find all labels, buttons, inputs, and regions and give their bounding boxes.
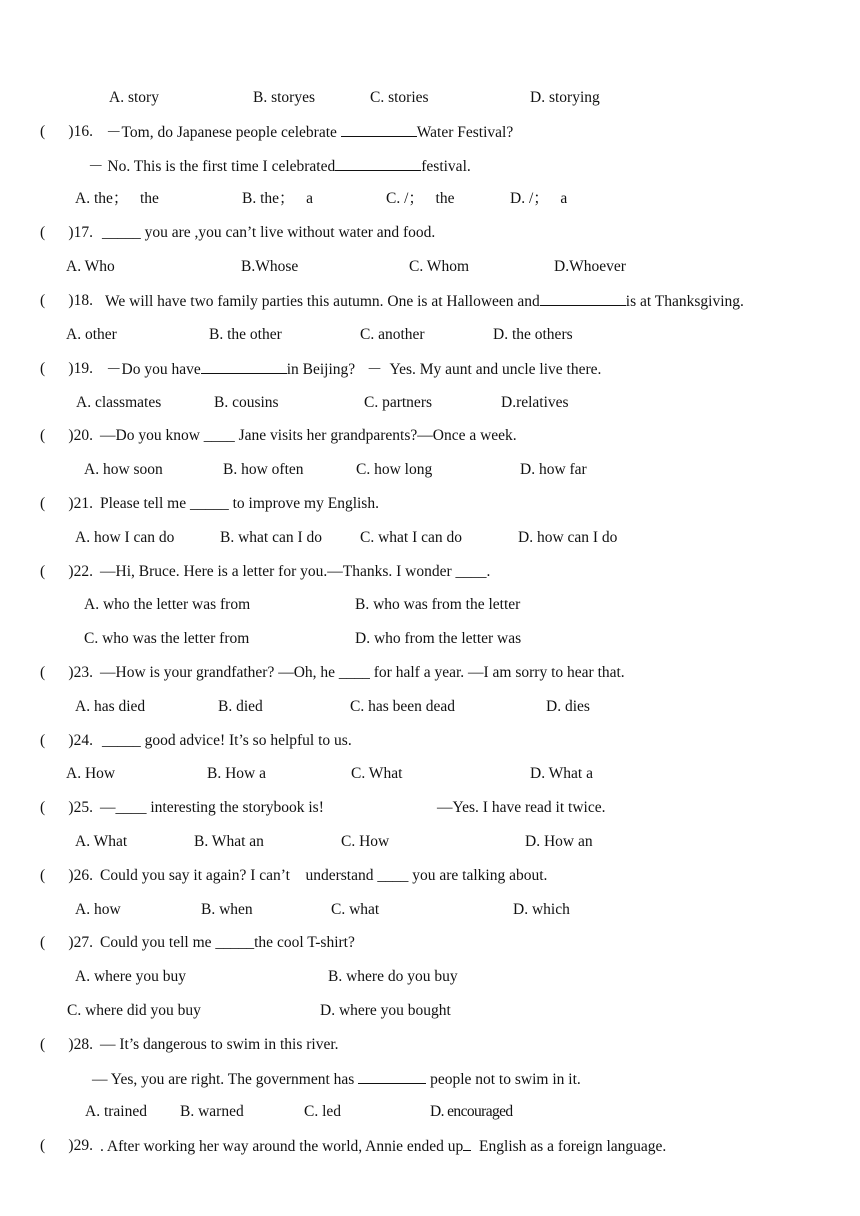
question-stem: We will have two family parties this autumn. One is at Halloween and is at Thanksgiving. <box>105 293 744 310</box>
option-a[interactable]: A. how soon <box>84 461 163 478</box>
question-number: ( )17. <box>40 224 93 241</box>
question-stem: －Tom, do Japanese people celebrate Water Festival? <box>106 124 514 141</box>
option-a[interactable]: A. other <box>66 326 117 343</box>
option-a[interactable]: A. the； the <box>75 190 159 207</box>
question-stem: Could you tell me _____the cool T-shirt? <box>100 934 355 951</box>
answer-blank[interactable] <box>358 1069 426 1084</box>
option-d[interactable]: D. where you bought <box>320 1002 451 1019</box>
option-d[interactable]: D. encouraged <box>430 1103 513 1120</box>
option-a[interactable]: A. trained <box>85 1103 147 1120</box>
question-number: ( )16. <box>40 123 93 140</box>
question-reply: —Yes. I have read it twice. <box>437 799 606 816</box>
question-stem: —How is your grandfather? —Oh, he ____ for half a year. —I am sorry to hear that. <box>100 664 625 681</box>
answer-blank[interactable] <box>201 359 287 374</box>
option-a[interactable]: A. How <box>66 765 116 782</box>
option-b[interactable]: B. how often <box>223 461 304 478</box>
option-c[interactable]: C. who was the letter from <box>84 630 250 647</box>
question-stem: _____ good advice! It’s so helpful to us. <box>102 732 352 749</box>
option-c[interactable]: C. where did you buy <box>67 1002 201 1019</box>
question-number: ( )29. <box>40 1137 93 1154</box>
option-b[interactable]: B. the； a <box>242 190 314 207</box>
option-c[interactable]: C. /； the <box>386 190 455 207</box>
option-d[interactable]: D. who from the letter was <box>355 630 522 647</box>
question-stem: . After working her way around the world, Annie ended up English as a foreign language. <box>100 1138 667 1155</box>
question-reply: － No. This is the first time I celebrated festival. <box>88 158 471 175</box>
option-c[interactable]: C. what <box>331 901 380 918</box>
option-a[interactable]: A. What <box>75 833 128 850</box>
option-b[interactable]: B. where do you buy <box>328 968 458 985</box>
option-b[interactable]: B. what can I do <box>220 529 323 546</box>
question-number: ( )28. <box>40 1036 93 1053</box>
option-d[interactable]: D. which <box>513 901 570 918</box>
option-b[interactable]: B. How a <box>207 765 266 782</box>
option-c[interactable]: C. has been dead <box>350 698 456 715</box>
option-b[interactable]: B.Whose <box>241 258 299 275</box>
q15-option-b[interactable]: B. storyes <box>253 89 315 106</box>
question-number: ( )20. <box>40 427 93 444</box>
question-number: ( )25. <box>40 799 93 816</box>
question-stem: —Hi, Bruce. Here is a letter for you.—Thanks. I wonder ____. <box>100 563 491 580</box>
question-stem: －Do you have in Beijing? － Yes. My aunt and uncle live there. <box>106 361 602 378</box>
question-number: ( )18. <box>40 292 93 309</box>
option-c[interactable]: C. another <box>360 326 425 343</box>
answer-blank[interactable] <box>540 291 626 306</box>
option-b[interactable]: B. warned <box>180 1103 244 1120</box>
option-a[interactable]: A. classmates <box>76 394 162 411</box>
option-a[interactable]: A. how I can do <box>75 529 175 546</box>
option-d[interactable]: D. What a <box>530 765 593 782</box>
option-d[interactable]: D. How an <box>525 833 593 850</box>
option-b[interactable]: B. the other <box>209 326 282 343</box>
question-stem: —Do you know ____ Jane visits her grandparents?—Once a week. <box>100 427 517 444</box>
option-d[interactable]: D. /； a <box>510 190 568 207</box>
option-c[interactable]: C. what I can do <box>360 529 463 546</box>
option-c[interactable]: C. How <box>341 833 390 850</box>
option-d[interactable]: D. how can I do <box>518 529 618 546</box>
q15-option-d[interactable]: D. storying <box>530 89 600 106</box>
option-b[interactable]: B. What an <box>194 833 264 850</box>
option-c[interactable]: C. how long <box>356 461 433 478</box>
option-d[interactable]: D.relatives <box>501 394 569 411</box>
option-a[interactable]: A. has died <box>75 698 146 715</box>
option-c[interactable]: C. led <box>304 1103 342 1120</box>
option-b[interactable]: B. cousins <box>214 394 279 411</box>
q15-option-a[interactable]: A. story <box>109 89 159 106</box>
option-d[interactable]: D. dies <box>546 698 590 715</box>
option-a[interactable]: A. Who <box>66 258 115 275</box>
question-stem: Please tell me _____ to improve my English. <box>100 495 379 512</box>
option-d[interactable]: D. the others <box>493 326 573 343</box>
option-a[interactable]: A. how <box>75 901 121 918</box>
question-stem: Could you say it again? I can’t understand ____ you are talking about. <box>100 867 548 884</box>
question-number: ( )21. <box>40 495 93 512</box>
question-number: ( )22. <box>40 563 93 580</box>
option-d[interactable]: D. how far <box>520 461 587 478</box>
question-number: ( )24. <box>40 732 93 749</box>
question-stem: —____ interesting the storybook is! <box>100 799 324 816</box>
question-stem: _____ you are ,you can’t live without water and food. <box>102 224 436 241</box>
option-a[interactable]: A. who the letter was from <box>84 596 251 613</box>
option-c[interactable]: C. partners <box>364 394 433 411</box>
question-reply: — Yes, you are right. The government has people not to swim in it. <box>92 1071 581 1088</box>
option-c[interactable]: C. What <box>351 765 403 782</box>
option-b[interactable]: B. when <box>201 901 253 918</box>
option-a[interactable]: A. where you buy <box>75 968 187 985</box>
option-d[interactable]: D.Whoever <box>554 258 626 275</box>
q15-option-c[interactable]: C. stories <box>370 89 429 106</box>
answer-blank[interactable] <box>341 122 417 137</box>
option-b[interactable]: B. died <box>218 698 263 715</box>
answer-blank[interactable] <box>335 156 421 171</box>
question-number: ( )19. <box>40 360 93 377</box>
option-c[interactable]: C. Whom <box>409 258 469 275</box>
question-number: ( )23. <box>40 664 93 681</box>
question-stem: — It’s dangerous to swim in this river. <box>100 1036 339 1053</box>
question-number: ( )27. <box>40 934 93 951</box>
option-b[interactable]: B. who was from the letter <box>355 596 521 613</box>
question-number: ( )26. <box>40 867 93 884</box>
